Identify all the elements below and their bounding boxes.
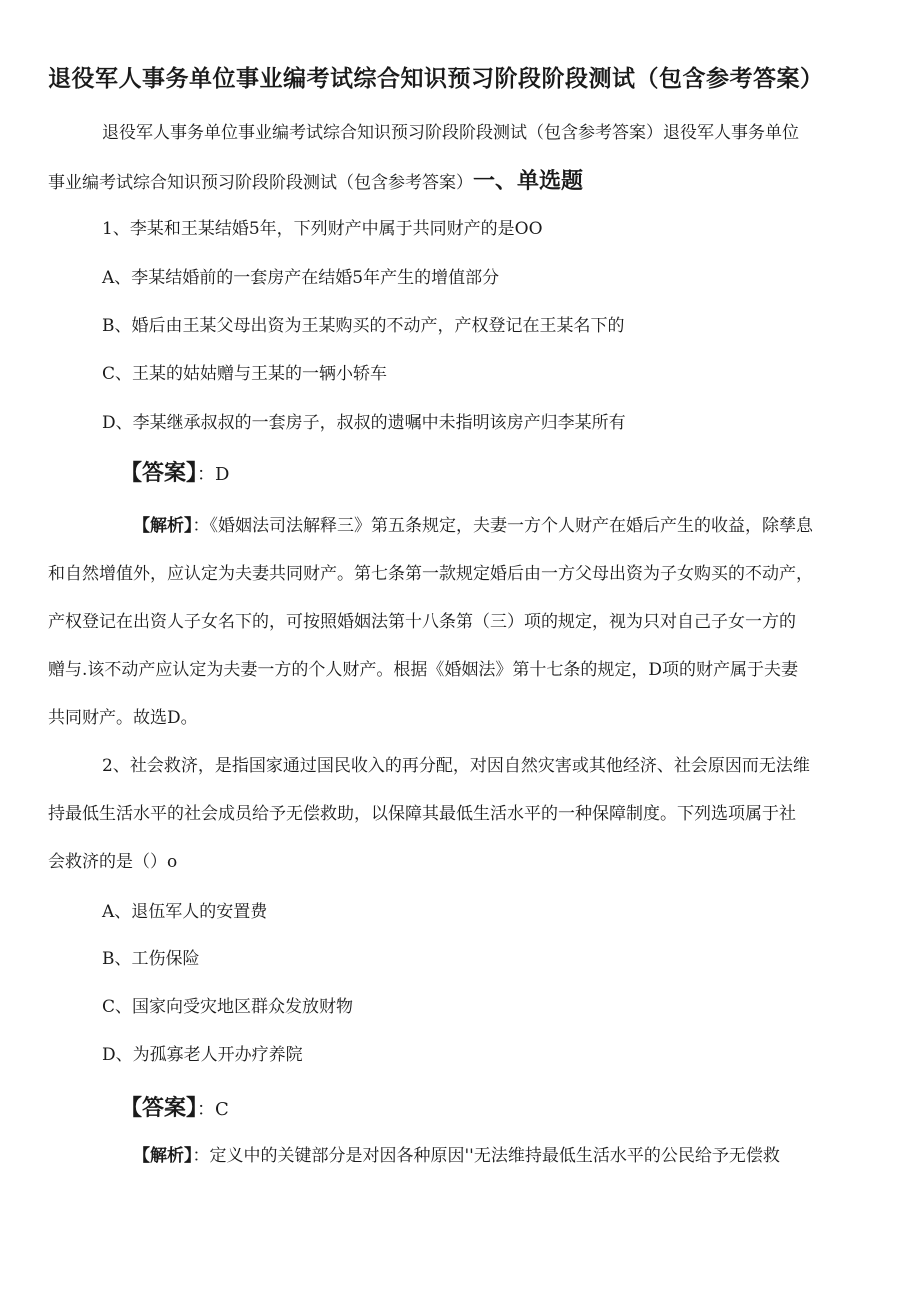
question-2-option-c: C、国家向受灾地区群众发放财物 xyxy=(102,997,354,1017)
question-1-analysis-line-1 xyxy=(133,511,813,536)
question-2-option-b: B、工伤保险 xyxy=(102,949,200,969)
answer-value: ：C xyxy=(197,1099,229,1120)
intro-line-2-text: 事业编考试综合知识预习阶段阶段测试（包含参考答案） xyxy=(48,173,473,193)
answer-label: 【答案】 xyxy=(120,461,198,486)
question-1-option-d: D、李某继承叔叔的一套房子，叔叔的遗嘱中未指明该房产归李某所有 xyxy=(102,413,626,433)
intro-line-1: 退役军人事务单位事业编考试综合知识预习阶段阶段测试（包含参考答案）退役军人事务单位 xyxy=(102,123,799,143)
answer-label: 【答案】 xyxy=(120,1096,198,1121)
question-1-analysis-line-5: 共同财产。故选D。 xyxy=(48,708,198,728)
question-1-option-c: C、王某的姑姑赠与王某的一辆小轿车 xyxy=(102,364,388,384)
analysis-label: 【解析】 xyxy=(133,516,193,536)
question-1-analysis-line-3: 产权登记在出资人子女名下的，可按照婚姻法第十八条第（三）项的规定，视为只对自己子女一方的 xyxy=(48,612,796,632)
question-2-stem-line-1: 2、社会救济，是指国家通过国民收入的再分配，对因自然灾害或其他经济、社会原因而无法维 xyxy=(102,756,810,776)
intro-line-2 xyxy=(48,164,583,195)
question-1-analysis-line-4: 赠与.该不动产应认定为夫妻一方的个人财产。根据《婚姻法》第十七条的规定，D项的财产属于夫妻 xyxy=(48,660,799,680)
answer-value: ：D xyxy=(197,464,230,485)
question-1-option-b: B、婚后由王某父母出资为王某购买的不动产，产权登记在王某名下的 xyxy=(102,316,625,336)
section-heading: 一、单选题 xyxy=(473,169,584,194)
analysis-text: ：《婚姻法司法解释三》第五条规定，夫妻一方个人财产在婚后产生的收益，除孳息 xyxy=(192,516,813,536)
analysis-label: 【解析】 xyxy=(133,1146,193,1166)
question-1-option-a: A、李某结婚前的一套房产在结婚5年产生的增值部分 xyxy=(102,268,500,288)
question-2-answer xyxy=(120,1091,229,1122)
question-1-answer xyxy=(120,456,229,487)
question-2-stem-line-2: 持最低生活水平的社会成员给予无偿救助，以保障其最低生活水平的一种保障制度。下列选项属于社 xyxy=(48,804,796,824)
question-2-analysis-line-1 xyxy=(133,1141,780,1166)
question-2-option-a: A、退伍军人的安置费 xyxy=(102,902,268,922)
question-2-option-d: D、为孤寡老人开办疗养院 xyxy=(102,1045,303,1065)
analysis-text: ：定义中的关键部分是对因各种原因''无法维持最低生活水平的公民给予无偿救 xyxy=(192,1146,780,1166)
page-title: 退役军人事务单位事业编考试综合知识预习阶段阶段测试（包含参考答案） xyxy=(48,66,824,92)
question-2-stem-line-3: 会救济的是（）o xyxy=(48,852,178,872)
question-1-analysis-line-2: 和自然增值外，应认定为夫妻共同财产。第七条第一款规定婚后由一方父母出资为子女购买的不动产， xyxy=(48,564,813,584)
question-1-stem: 1、李某和王某结婚5年，下列财产中属于共同财产的是OO xyxy=(102,219,543,239)
